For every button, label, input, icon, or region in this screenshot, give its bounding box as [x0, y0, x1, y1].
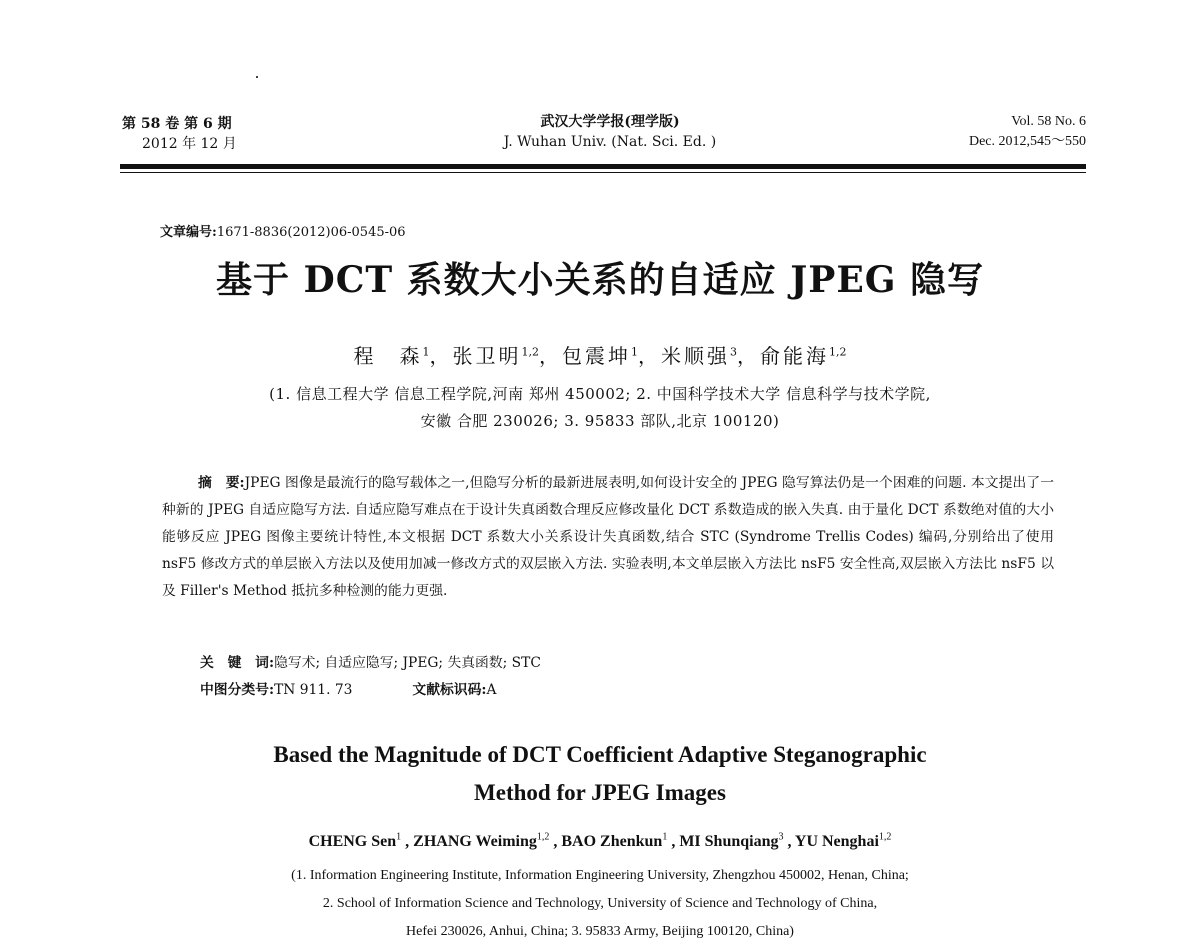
paper-title-en: [140, 736, 1060, 812]
journal-issue-en: [969, 112, 1086, 152]
keywords-label: 关 键 词:: [200, 655, 275, 671]
journal-name-en: J. Wuhan Univ. (Nat. Sci. Ed. ): [503, 134, 717, 150]
speck-mark: [256, 76, 258, 78]
affiliation-cn-line2: 安徽 合肥 230026; 3. 95833 部队,北京 100120): [420, 412, 780, 430]
affiliation-en: [100, 862, 1100, 939]
journal-issue-cn: [122, 114, 237, 154]
issue-date-cn: 2012 年 12 月: [142, 136, 237, 152]
clc-label: 中图分类号:: [200, 682, 275, 698]
author-list-cn: 程 森$^1$，张卫明$^{1,2}$，包震坤$^1$，米顺强$^3$，俞能海$^{1,2}$: [353, 344, 847, 368]
author-cn: 张卫明$^{1,2}$: [452, 344, 539, 368]
journal-name: [420, 112, 800, 152]
article-number-label: 文章编号:: [160, 225, 217, 240]
paper-title-cn: 基于 DCT 系数大小关系的自适应 JPEG 隐写: [215, 259, 985, 301]
author-list-en: CHENG Sen$^1$ , ZHANG Weiming$^{1,2}$ , BAO Zhenkun$^1$ , MI Shunqiang$^3$ , YU Nenghai$^{1,2}$: [308, 832, 892, 851]
doc-code-value: A: [486, 682, 497, 698]
affiliation-cn-line1: (1. 信息工程大学 信息工程学院,河南 郑州 450002; 2. 中国科学技术大学 信息科学与技术学院,: [269, 385, 931, 403]
author-en: ZHANG Weiming$^{1,2}$: [413, 832, 550, 851]
header-rule-thick: [120, 164, 1086, 169]
paper-title-en-line1: Based the Magnitude of DCT Coefficient Adaptive Steganographic: [273, 742, 927, 767]
keywords-text: 隐写术; 自适应隐写; JPEG; 失真函数; STC: [274, 655, 541, 671]
author-en: MI Shunqiang$^3$: [679, 832, 784, 851]
issue-volume-en: Vol. 58 No. 6: [1011, 114, 1086, 129]
abstract-text: JPEG 图像是最流行的隐写载体之一,但隐写分析的最新进展表明,如何设计安全的 JPEG 隐写算法仍是一个困难的问题. 本文提出了一种新的 JPEG 自适应隐写方法. 自适应隐写难点在于设计失真函数合理反应修改量化 DCT 系数造成的嵌入失真. 由于量化 DCT 系数绝对值的大小能够反应 JPEG 图像主要统计特性,本文根据 DCT 系数大小关系设计失真函数,结合 STC (Syndrome Trellis Codes) 编码,分别给出了使用 nsF5 修改方式的单层嵌入方法以及使用加减一修改方式的双层嵌入方法. 实验表明,本文单层嵌入方法比 nsF5 安全性高,双层嵌入方法比 nsF5 以及 Filler's Method 抵抗多种检测的能力更强.: [162, 475, 1054, 599]
issue-volume-cn: 第 58 卷 第 6 期: [122, 116, 232, 132]
author-en: CHENG Sen$^1$: [308, 832, 402, 851]
article-number: [160, 221, 406, 240]
doc-code-label: 文献标识码:: [412, 682, 487, 698]
author-en: YU Nenghai$^{1,2}$: [794, 832, 892, 851]
author-cn: 程 森$^1$: [353, 344, 430, 368]
author-cn: 包震坤$^1$: [562, 344, 638, 368]
clc-value: TN 911. 73: [274, 682, 353, 698]
abstract-cn: [162, 470, 1054, 605]
journal-name-cn: 武汉大学学报(理学版): [540, 114, 680, 130]
affiliation-en-line2: 2. School of Information Science and Technology, University of Science and Technology of China,: [322, 896, 878, 911]
header-rule-thin: [120, 172, 1086, 173]
abstract-label: 摘 要:: [198, 475, 245, 491]
paper-title-en-line2: Method for JPEG Images: [474, 780, 726, 805]
affiliation-en-line1: (1. Information Engineering Institute, Information Engineering University, Zhengzhou 450002, Henan, China;: [291, 868, 909, 883]
classification-cn: [200, 679, 496, 701]
affiliation-en-line3: Hefei 230026, Anhui, China; 3. 95833 Army, Beijing 100120, China): [406, 924, 794, 939]
article-number-value: 1671-8836(2012)06-0545-06: [216, 225, 406, 240]
issue-date-pages-en: Dec. 2012,545～550: [968, 134, 1086, 149]
keywords-cn: [200, 652, 541, 674]
affiliation-cn: [100, 381, 1100, 435]
author-cn: 米顺强$^3$: [661, 344, 737, 368]
author-en: BAO Zhenkun$^1$: [561, 832, 668, 851]
author-cn: 俞能海$^{1,2}$: [760, 344, 847, 368]
